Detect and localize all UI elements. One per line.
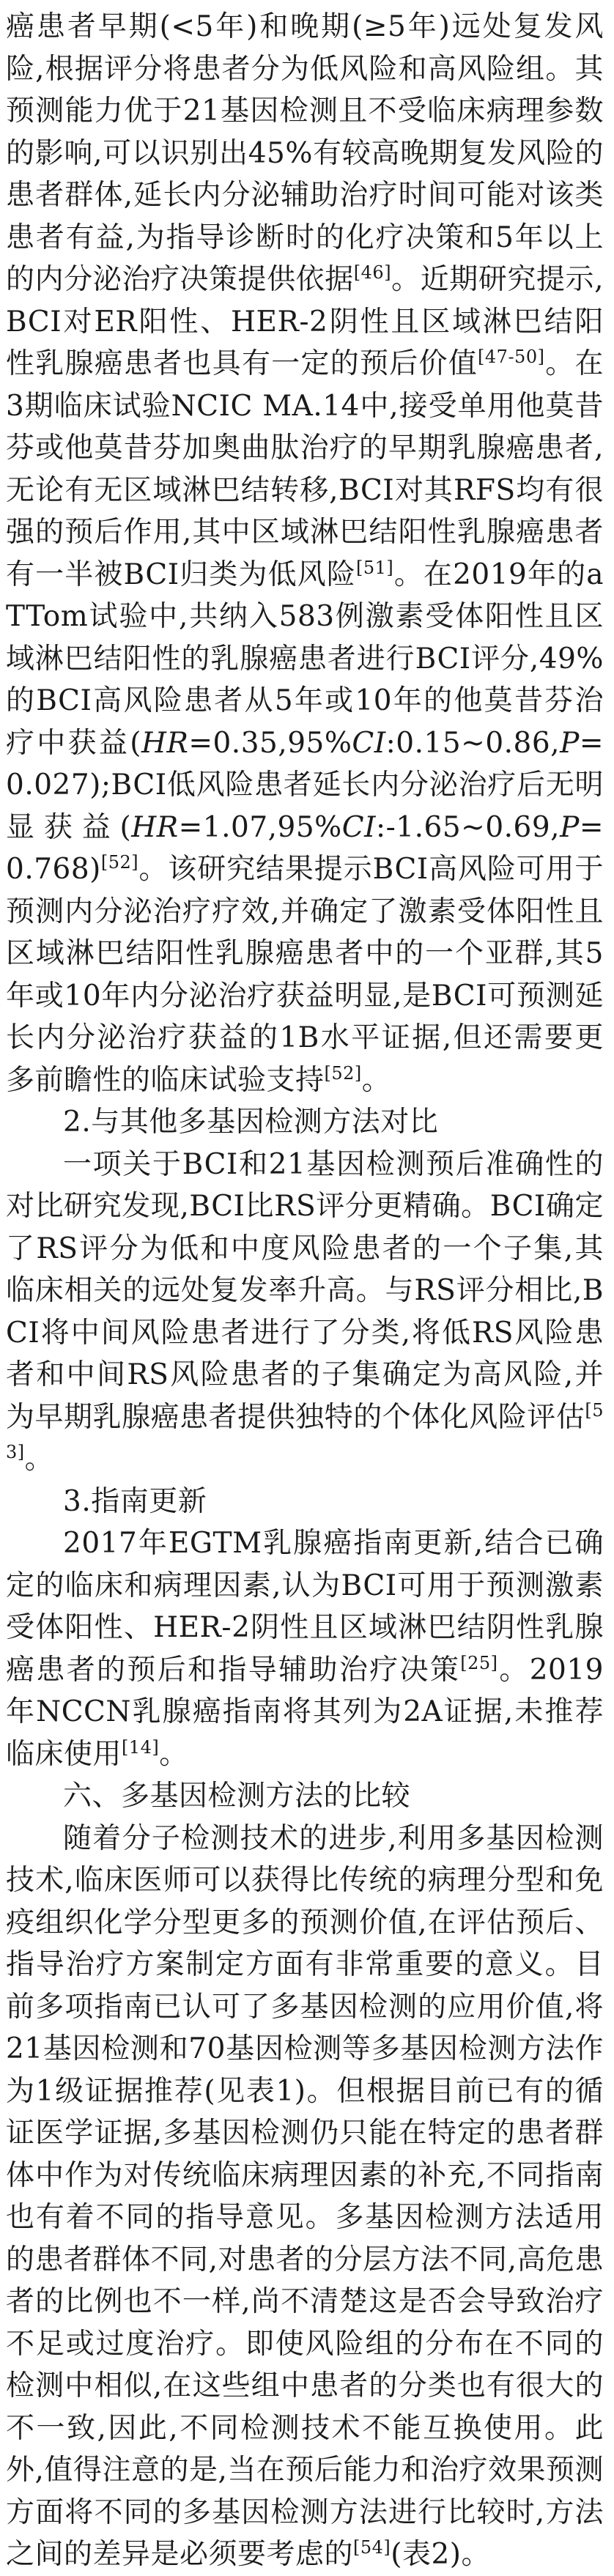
heading-text: 六、多基因检测方法的比较: [63, 1780, 411, 1813]
text-run: 。2019年NCCN乳腺癌指南将其列为2A证据,未推荐临床使用: [6, 1653, 604, 1771]
stat-symbol: CI: [352, 726, 386, 760]
citation-ref: [52]: [324, 1062, 362, 1084]
text-run: 。该研究结果提示BCI高风险可用于预测内分泌治疗疗效,并确定了激素受体阳性且区域淋巴结阳性乳腺癌患者中的一个亚群,其5年或10年内分泌治疗获益明显,是BCI可预测延长内分泌治疗获益的1B水平证据,但还需要更多前瞻性的临床试验支持: [6, 853, 604, 1097]
text-run: 癌患者早期(<5年)和晚期(≥5年)远处复发风险,根据评分将患者分为低风险和高风险组。其预测能力优于21基因检测且不受临床病理参数的影响,可以识别出45%有较高晚期复发风险的患者群体,延长内分泌辅助治疗时间可能对该类患者有益,为指导诊断时的化疗决策和5年以上的内分泌治疗决策提供依据: [6, 10, 604, 296]
text-run: =0.027);BCI低风险患者延长内分泌治疗后无明显获益(: [6, 726, 604, 844]
text-run: 。在2019年的aTTom试验中,共纳入583例激素受体阳性且区域淋巴结阳性的乳腺癌患者进行BCI评分,49%的BCI高风险患者从5年或10年的他莫昔芬治疗中获益(: [6, 558, 604, 760]
text-run: =1.07,95%: [178, 810, 342, 844]
text-run: 2017年EGTM乳腺癌指南更新,结合已确定的临床和病理因素,认为BCI可用于预测激素受体阳性、HER-2阴性且区域淋巴结阴性乳腺癌患者的预后和指导辅助治疗决策: [6, 1527, 604, 1687]
text-run: 一项关于BCI和21基因检测预后准确性的对比研究发现,BCI比RS评分更精确。BCI确定了RS评分为低和中度风险患者的一个子集,其临床相关的远处复发率升高。与RS评分相比,BCI将中间风险患者进行了分类,将低RS风险患者和中间RS风险患者的子集确定为高风险,并为早期乳腺癌患者提供独特的个体化风险评估: [6, 1147, 604, 1434]
citation-ref: [53]: [6, 1399, 604, 1462]
section-heading: [6, 1481, 604, 1523]
stat-symbol: CI: [341, 810, 376, 844]
stat-symbol: P: [560, 726, 580, 760]
text-run: 。在3期临床试验NCIC MA.14中,接受单用他莫昔芬或他莫昔芬加奥曲肽治疗的早期乳腺癌患者,无论有无区域淋巴结转移,BCI对其RFS均有很强的预后作用,其中区域淋巴结阳性乳腺癌患者有一半被BCI归类为低风险: [6, 347, 604, 591]
citation-ref: [51]: [355, 557, 394, 578]
text-run: 。: [24, 1443, 54, 1476]
citation-ref: [54]: [353, 2537, 391, 2558]
citation-ref: [52]: [100, 852, 139, 873]
stat-symbol: HR: [141, 726, 189, 760]
text-run: (表2)。: [391, 2538, 491, 2571]
section-heading: [6, 1775, 604, 1818]
citation-ref: [47-50]: [478, 347, 545, 367]
heading-text: 3.指南更新: [63, 1484, 207, 1518]
citation-ref: [25]: [460, 1652, 498, 1673]
text-run: =0.768): [6, 810, 604, 886]
text-run: :-1.65~0.69,: [375, 810, 561, 844]
section-heading: [6, 1101, 604, 1144]
body-paragraph: [6, 6, 604, 1101]
stat-symbol: HR: [131, 810, 179, 844]
citation-ref: [14]: [122, 1736, 160, 1758]
text-run: =0.35,95%: [188, 726, 352, 760]
stat-symbol: P: [560, 810, 580, 844]
text-run: 。: [159, 1737, 188, 1771]
heading-text: 2.与其他多基因检测方法对比: [63, 1106, 439, 1139]
text-run: :0.15~0.86,: [385, 726, 561, 760]
body-paragraph: [6, 1522, 604, 1775]
text-run: 。: [361, 1063, 391, 1097]
citation-ref: [46]: [353, 262, 392, 283]
body-paragraph: [6, 1144, 604, 1481]
text-run: 随着分子检测技术的进步,利用多基因检测技术,临床医师可以获得比传统的病理分型和免疫组织化学分型更多的预测价值,在评估预后、指导治疗方案制定方面有非常重要的意义。目前多项指南已认可了多基因检测的应用价值,将21基因检测和70基因检测等多基因检测方法作为1级证据推荐(见表1)。但根据目前已有的循证医学证据,多基因检测仍只能在特定的患者群体中作为对传统临床病理因素的补充,不同指南也有着不同的指导意见。多基因检测方法适用的患者群体不同,对患者的分层方法不同,高危患者的比例也不一样,尚不清楚这是否会导致治疗不足或过度治疗。即使风险组的分布在不同的检测中相似,在这些组中患者的分类也有很大的不一致,因此,不同检测技术不能互换使用。此外,值得注意的是,当在预后能力和治疗效果预测方面将不同的多基因检测方法进行比较时,方法之间的差异是必须要考虑的: [6, 1821, 604, 2571]
body-paragraph: [6, 1818, 604, 2576]
text-run: 。近期研究提示,BCI对ER阳性、HER-2阴性且区域淋巴结阳性乳腺癌患者也具有一定的预后价值: [6, 263, 604, 380]
